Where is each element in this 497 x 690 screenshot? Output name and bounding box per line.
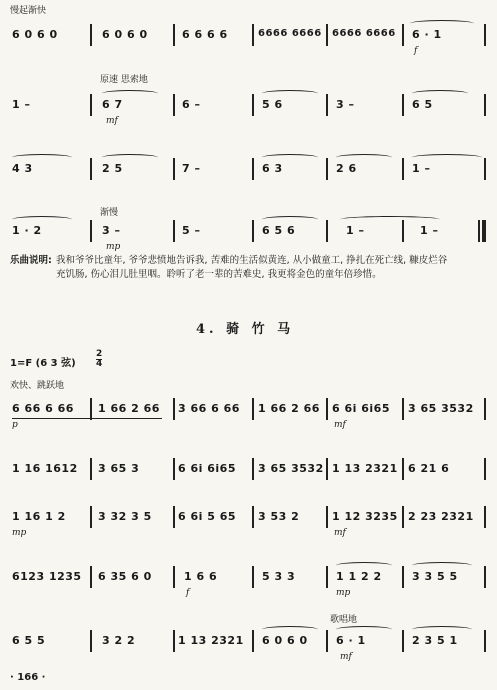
barline (252, 630, 254, 652)
slur (412, 626, 472, 633)
slur (340, 216, 440, 223)
slur (102, 154, 158, 161)
barline (173, 220, 175, 242)
slur (412, 154, 482, 161)
barline (484, 630, 486, 652)
barline (173, 94, 175, 116)
measure: 2 6 (336, 162, 357, 175)
measure: 2 3 5 1 (412, 634, 458, 647)
barline (252, 458, 254, 480)
barline (478, 220, 480, 242)
explanation-line-2: 充饥肠, 伤心泪儿肚里咽。聆听了老一辈的苦难史, 我更将金色的童年倍珍惜。 (56, 269, 382, 280)
barline (90, 566, 92, 588)
measure: 1 66 2 66 (258, 402, 320, 415)
barline (402, 158, 404, 180)
annotation: 渐慢 (100, 208, 119, 218)
measure: 6 – (182, 98, 201, 111)
measure: 6 6i 5 65 (178, 510, 237, 523)
barline (484, 458, 486, 480)
tempo-marking-1: 慢起渐快 (10, 6, 47, 16)
barline (173, 458, 175, 480)
measure: 3 3 5 5 (412, 570, 458, 583)
staff-row-1-1 (10, 18, 488, 58)
dynamic-marking: mp (12, 528, 27, 538)
barline (90, 398, 92, 420)
barline (326, 458, 328, 480)
barline (90, 506, 92, 528)
page-number: · 166 · (10, 672, 46, 683)
barline (326, 24, 328, 46)
staff-row-2-1 (10, 392, 488, 432)
barline (326, 220, 328, 242)
barline (402, 24, 404, 46)
measure: 6 5 5 (12, 634, 46, 647)
final-barline (482, 220, 486, 242)
slur (412, 562, 472, 569)
barline (90, 220, 92, 242)
barline (402, 630, 404, 652)
barline (402, 566, 404, 588)
measure: 6 · 1 (412, 28, 442, 41)
measure: 1 6 6 (184, 570, 218, 583)
measure: 1 – (12, 98, 31, 111)
barline (252, 24, 254, 46)
annotation: 原速 思索地 (100, 75, 148, 85)
measure: 1 66 2 66 (98, 402, 160, 415)
measure: 6 6i 6i65 (332, 402, 390, 415)
slur (12, 216, 72, 223)
slur (412, 90, 468, 97)
slur (262, 216, 318, 223)
barline (326, 398, 328, 420)
barline (402, 220, 404, 242)
measure: 6 6i 6i65 (178, 462, 236, 475)
barline (402, 458, 404, 480)
measure: 3 2 2 (102, 634, 136, 647)
time-signature (96, 350, 102, 369)
time-signature-bottom: 4 (96, 359, 103, 369)
underline (12, 418, 162, 419)
measure: 2 23 2321 (408, 510, 474, 523)
barline (484, 158, 486, 180)
measure: 1 – (420, 224, 439, 237)
staff-row-1-4 (10, 214, 488, 254)
measure: 1 · 2 (12, 224, 42, 237)
staff-row-2-4 (10, 560, 488, 600)
measure: 1 12 3235 (332, 510, 398, 523)
annotation: 歌唱地 (330, 615, 358, 625)
barline (173, 566, 175, 588)
barline (402, 398, 404, 420)
barline (173, 24, 175, 46)
barline (484, 24, 486, 46)
slur (262, 626, 318, 633)
measure: 6 6 6 6 (182, 28, 228, 41)
barline (173, 158, 175, 180)
barline (252, 566, 254, 588)
measure: 3 66 6 66 (178, 402, 240, 415)
measure: 1 1 2 2 (336, 570, 382, 583)
measure: 3 65 3 (98, 462, 140, 475)
barline (173, 398, 175, 420)
barline (252, 220, 254, 242)
measure: 5 – (182, 224, 201, 237)
measure: 3 53 2 (258, 510, 300, 523)
measure: 4 3 (12, 162, 33, 175)
slur (410, 20, 474, 27)
barline (90, 24, 92, 46)
barline (484, 398, 486, 420)
measure: 5 3 3 (262, 570, 296, 583)
staff-row-1-2 (10, 88, 488, 128)
barline (90, 158, 92, 180)
staff-row-2-5 (10, 624, 488, 664)
measure: 6 · 1 (336, 634, 366, 647)
slur (262, 154, 318, 161)
barline (326, 506, 328, 528)
measure: 6666 6666 (258, 28, 322, 39)
slur (336, 562, 392, 569)
measure: 6 21 6 (408, 462, 450, 475)
measure: 3 – (336, 98, 355, 111)
measure: 1 13 2321 (178, 634, 244, 647)
measure: 1 16 1612 (12, 462, 78, 475)
measure: 1 13 2321 (332, 462, 398, 475)
staff-row-2-2 (10, 452, 488, 492)
slur (12, 154, 72, 161)
measure: 3 – (102, 224, 121, 237)
barline (484, 506, 486, 528)
barline (252, 506, 254, 528)
slur (102, 90, 158, 97)
explanation-label: 乐曲说明: (10, 255, 52, 266)
staff-row-1-3 (10, 152, 488, 192)
key-signature: 1=F (6 3 弦) (10, 358, 76, 369)
barline (90, 458, 92, 480)
measure: 7 – (182, 162, 201, 175)
slur (336, 626, 392, 633)
dynamic-marking: f (414, 46, 418, 56)
measure: 6 7 (102, 98, 123, 111)
time-signature-top: 2 (96, 349, 103, 359)
slur (262, 90, 318, 97)
measure: 6 0 6 0 (262, 634, 308, 647)
barline (326, 630, 328, 652)
barline (484, 566, 486, 588)
dynamic-marking: mf (106, 116, 118, 126)
measure: 3 32 3 5 (98, 510, 152, 523)
dynamic-marking: mp (336, 588, 351, 598)
measure: 6 5 (412, 98, 433, 111)
dynamic-marking: p (12, 420, 18, 430)
page-title: 4. 骑 竹 马 (196, 322, 295, 337)
barline (326, 158, 328, 180)
measure: 2 5 (102, 162, 123, 175)
measure: 6666 6666 (332, 28, 396, 39)
explanation-line-1: 我和爷爷比童年, 爷爷悲愤地告诉我, 苦难的生活似黄连, 从小做童工, 挣扎在死亡线, 糠皮烂谷 (56, 255, 448, 266)
staff-row-2-3 (10, 500, 488, 540)
measure: 5 6 (262, 98, 283, 111)
dynamic-marking: mf (340, 652, 352, 662)
measure: 6123 1235 (12, 570, 82, 583)
measure: 6 66 6 66 (12, 402, 74, 415)
barline (90, 630, 92, 652)
dynamic-marking: mf (334, 528, 346, 538)
barline (402, 506, 404, 528)
dynamic-marking: mf (334, 420, 346, 430)
measure: 3 65 3532 (258, 462, 324, 475)
measure: 3 65 3532 (408, 402, 474, 415)
barline (484, 94, 486, 116)
dynamic-marking: f (186, 588, 190, 598)
measure: 1 – (412, 162, 431, 175)
measure: 6 35 6 0 (98, 570, 152, 583)
barline (252, 398, 254, 420)
measure: 6 3 (262, 162, 283, 175)
measure: 6 0 6 0 (12, 28, 58, 41)
barline (173, 630, 175, 652)
barline (252, 94, 254, 116)
barline (326, 566, 328, 588)
measure: 6 5 6 (262, 224, 296, 237)
measure: 1 16 1 2 (12, 510, 66, 523)
dynamic-marking: mp (106, 242, 121, 252)
measure: 6 0 6 0 (102, 28, 148, 41)
measure: 1 – (346, 224, 365, 237)
slur (336, 154, 392, 161)
barline (326, 94, 328, 116)
tempo-marking-2: 欢快、跳跃地 (10, 381, 65, 391)
barline (402, 94, 404, 116)
barline (173, 506, 175, 528)
barline (90, 94, 92, 116)
barline (252, 158, 254, 180)
